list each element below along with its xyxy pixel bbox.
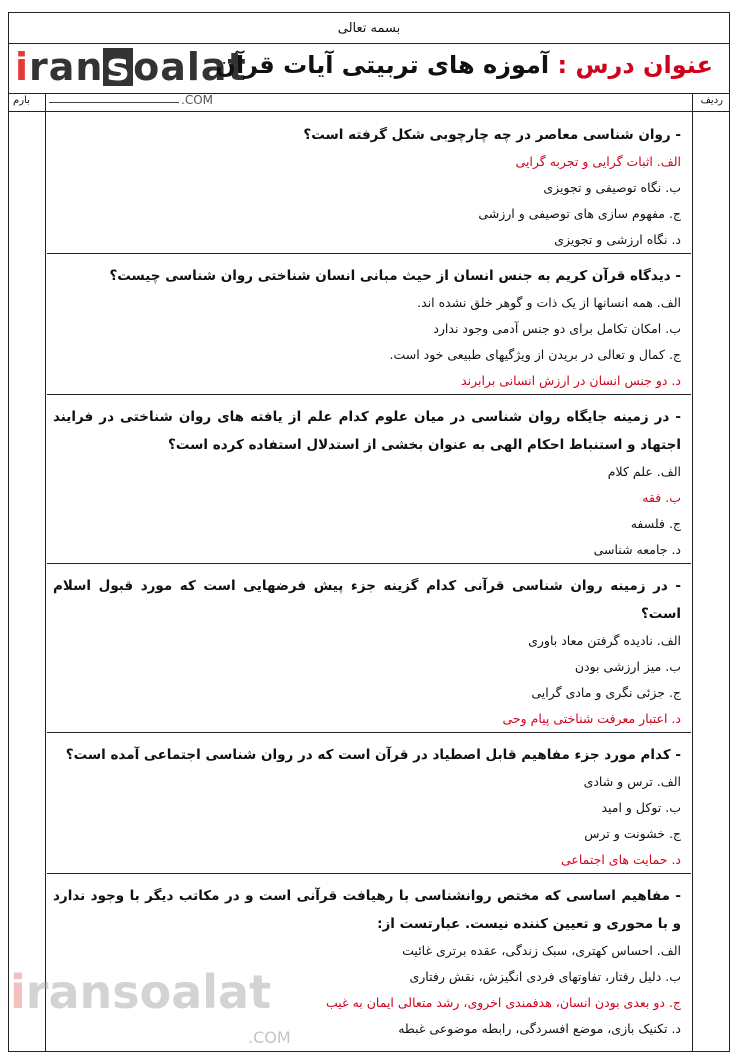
site-logo: iransoalat	[15, 45, 247, 89]
answer-option-correct: الف. اثبات گرایی و تجربه گرایی	[515, 154, 681, 169]
answer-option: ج. خشونت و ترس	[584, 826, 681, 841]
answer-option: د. جامعه شناسی	[593, 542, 681, 557]
logo-com: .COM	[181, 93, 213, 107]
answer-option: ج. مفهوم سازی های توصیفی و ارزشی	[478, 206, 681, 221]
answer-option: الف. نادیده گرفتن معاد باوری	[528, 633, 681, 648]
question-text: - مفاهیم اساسی که مختص روانشناسی با رهیافت قرآنی است و در مکاتب دیگر با وجود ندارد و با محوری و تعیین کننده نیست. عبارتست از:	[53, 888, 681, 932]
exam-sheet	[8, 12, 730, 1052]
questions-list	[47, 113, 691, 1051]
basmala: بسمه تعالی	[337, 20, 401, 36]
answer-option: د. نگاه ارزشی و تجویزی	[554, 232, 681, 247]
answer-option: ب. دلیل رفتار، تفاوتهای فردی انگیزش، نقش رفتاری	[409, 969, 681, 984]
question-text: - در زمینه روان شناسی قرآنی کدام گزینه جزء پیش فرضهایی است که مورد قبول اسلام است؟	[53, 578, 681, 622]
watermark-com: .COM	[248, 1028, 291, 1047]
question-text: - در زمینه جایگاه روان شناسی در میان علوم کدام علم از یافته های روان شناختی در فرایند اجتهاد و استنباط احکام الهی به عنوان بخشی از استدلال استفاده کرده است؟	[53, 409, 681, 453]
question-block	[47, 254, 691, 395]
title-label: عنوان درس :	[557, 51, 713, 79]
question-block	[47, 564, 691, 733]
answer-option: الف. احساس کهتری، سبک زندگی، عقده برتری غائیت	[402, 943, 681, 958]
watermark-logo: iransoalat	[10, 965, 272, 1019]
answer-option: ج. جزئی نگری و مادی گرایی	[531, 685, 681, 700]
question-text: - روان شناسی معاصر در چه چارچوبی شکل گرفته است؟	[303, 127, 681, 143]
row-column-label: ردیف	[700, 95, 723, 106]
score-column-label: بارم	[13, 95, 30, 106]
question-text: - دیدگاه قرآن کریم به جنس انسان از حیث مبانی انسان شناختی روان شناسی چیست؟	[109, 268, 681, 284]
row-column-divider	[692, 93, 693, 1051]
answer-option: الف. ترس و شادی	[583, 774, 681, 789]
answer-option: د. تکنیک بازی، موضع افسردگی، رابطه موضوعی غبطه	[398, 1021, 681, 1036]
answer-option: الف. علم کلام	[607, 464, 681, 479]
answer-option: ب. میز ارزشی بودن	[574, 659, 681, 674]
answer-option: ج. کمال و تعالی در بریدن از ویژگیهای طبیعی خود است.	[389, 347, 681, 362]
answer-option-correct: د. اعتبار معرفت شناختی پیام وحی	[502, 711, 681, 726]
answer-option: ب. نگاه توصیفی و تجویزی	[543, 180, 681, 195]
title-value: آموزه های تربیتی آیات قرآن	[215, 51, 550, 79]
answer-option: الف. همه انسانها از یک ذات و گوهر خلق نشده اند.	[417, 295, 681, 310]
question-block	[47, 113, 691, 254]
answer-option: ب. امکان تکامل برای دو جنس آدمی وجود ندارد	[433, 321, 681, 336]
answer-option-correct: د. حمایت های اجتماعی	[560, 852, 681, 867]
divider	[49, 102, 179, 103]
question-text: - کدام مورد جزء مفاهیم قابل اصطیاد در قرآن است که در روان شناسی اجتماعی آمده است؟	[65, 747, 681, 763]
score-column-divider	[45, 93, 46, 1051]
header-title-row	[9, 43, 729, 94]
answer-option-correct: ج. دو بعدی بودن انسان، هدفمندی اخروی، رشد متعالی ایمان به غیب	[326, 995, 681, 1010]
question-block	[47, 733, 691, 874]
answer-option-correct: ب. فقه	[642, 490, 681, 505]
column-header-row	[9, 93, 729, 112]
answer-option: ب. توکل و امید	[601, 800, 681, 815]
header-basmala-row	[9, 13, 729, 44]
answer-option-correct: د. دو جنس انسان در ارزش انسانی برابرند	[461, 373, 681, 388]
question-block	[47, 395, 691, 564]
lesson-title	[215, 51, 713, 79]
answer-option: ج. فلسفه	[630, 516, 681, 531]
